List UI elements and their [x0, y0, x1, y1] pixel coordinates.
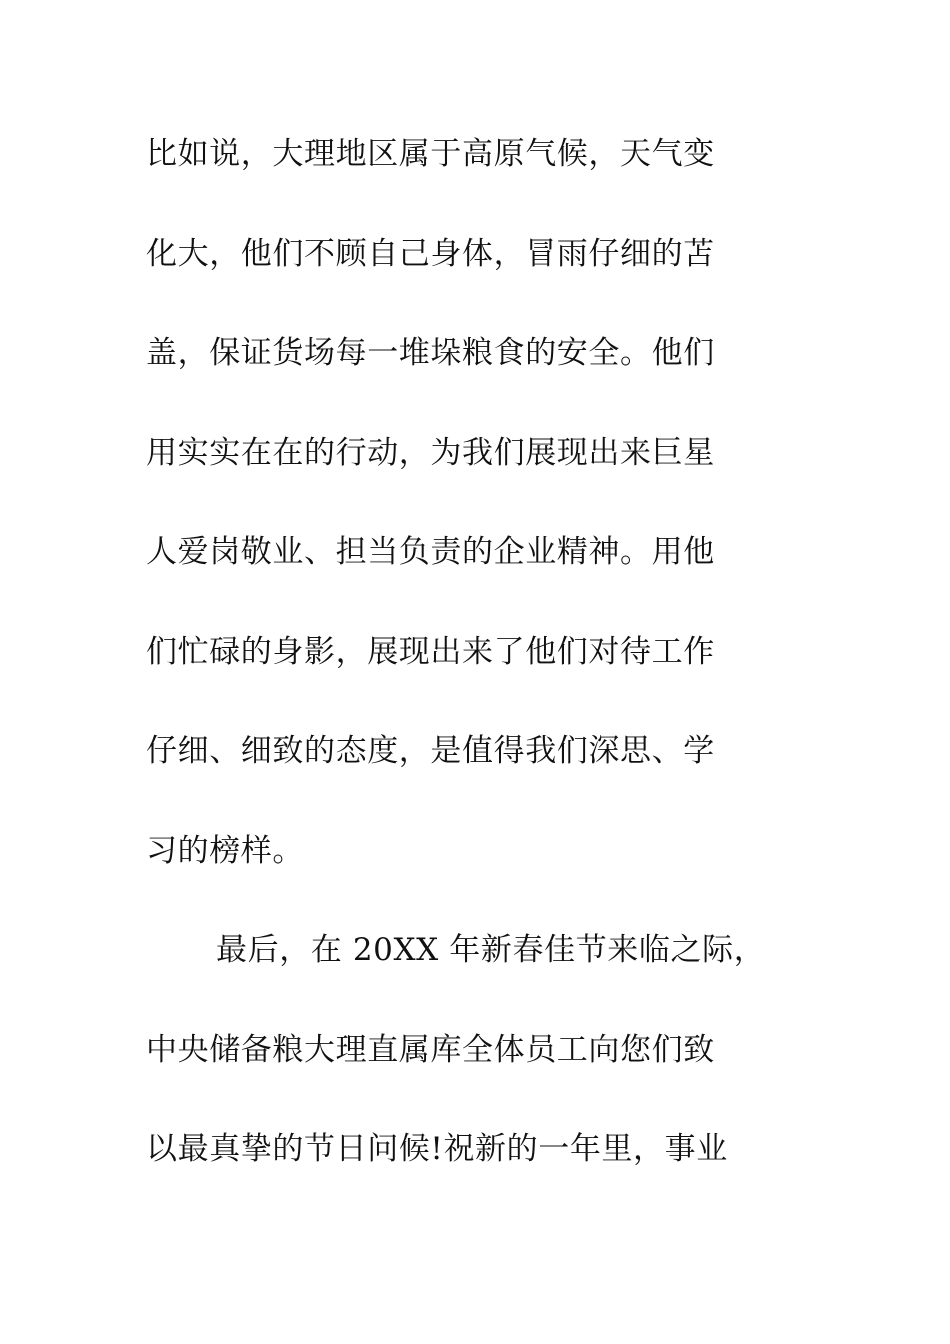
text-line-10: 中央储备粮大理直属库全体员工向您们致 [146, 1031, 715, 1068]
text-line-1: 比如说，大理地区属于高原气候，天气变 [146, 136, 715, 172]
body-text [146, 124, 806, 1219]
text-line-11: 以最真挚的节日问候!祝新的一年里，事业 [146, 1131, 728, 1167]
text-line-3: 盖，保证货场每一堆垛粮食的安全。他们 [146, 335, 715, 371]
text-line-9: 最后，在 20XX 年新春佳节来临之际， [216, 932, 766, 968]
text-line-7: 仔细、细致的态度，是值得我们深思、学 [146, 733, 715, 769]
text-line-2: 化大，他们不顾自己身体，冒雨仔细的苫 [146, 235, 715, 272]
text-line-4: 用实实在在的行动，为我们展现出来巨星 [146, 434, 715, 471]
text-line-6: 们忙碌的身影，展现出来了他们对待工作 [146, 633, 715, 670]
text-line-5: 人爱岗敬业、担当负责的企业精神。用他 [146, 534, 715, 570]
text-line-8: 习的榜样。 [146, 832, 304, 869]
